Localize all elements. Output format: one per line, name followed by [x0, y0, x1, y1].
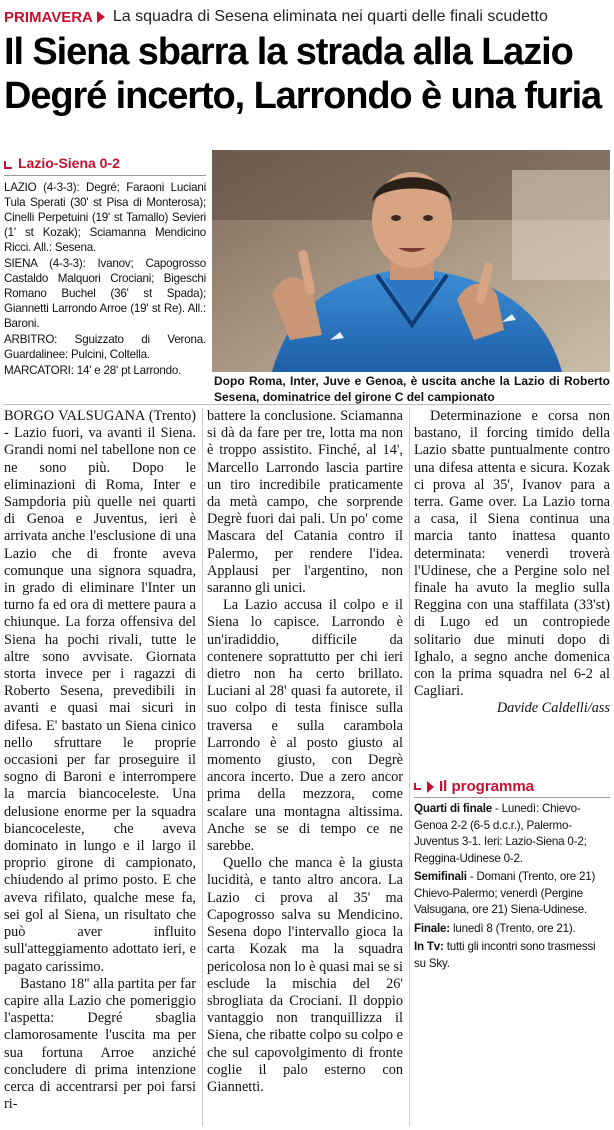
divider	[4, 404, 610, 405]
siena-label: SIENA	[4, 257, 38, 270]
semi-info	[414, 869, 610, 919]
programma-box	[414, 801, 610, 974]
lineups	[4, 180, 206, 378]
lazio-lineup	[4, 180, 206, 255]
siena-players: (4-3-3): Ivanov; Capogrosso Castaldo Malquori Crociani; Bigeschi Romano Buchel (36' st Spada); Giannetti Larrondo Arroe (19' st Re).	[4, 257, 206, 315]
headline	[4, 30, 610, 118]
tv-text: tutti gli incontri sono trasmessi su Sky.	[414, 940, 596, 970]
coach-photo	[212, 150, 610, 372]
quarti-text: - Lunedì: Chievo-Genoa 2-2 (6-5 d.c.r.), Palermo-Juventus 3-1. Ieri: Lazio-Siena 0-2; Reggina-Udinese 0-2.	[414, 802, 587, 865]
section-label: PRIMAVERA	[4, 8, 93, 26]
quarti-info	[414, 801, 610, 867]
article-paragraph: Determinazione e corsa non bastano, il forcing timido della Lazio sbatte puntualmente contro una difesa attenta e sicura. Kozak ci prova al 35', Ivanov para a terra. Game over. La Lazio torna a casa, il Siena continua una marcia tanto inattesa quanto determinata: venerdì troverà l'Udinese, che a Pergine solo nel finale ha avuto la meglio sulla Reggina con una staffilata (33'st) di Lugo ed un contropiede solitario due minuti dopo di Ighalo, a segno anche domenica con la prima squadra nel 6-2 al Cagliari.	[414, 408, 610, 700]
corner-mark-icon	[414, 783, 421, 790]
semi-label: Semifinali	[414, 870, 467, 883]
referee	[4, 332, 206, 362]
kicker	[4, 6, 610, 28]
corner-mark-icon	[4, 161, 12, 169]
siena-coach: All.: Baroni.	[4, 302, 206, 330]
referee-label: ARBITRO:	[4, 333, 58, 346]
match-scorebox	[4, 153, 206, 379]
programma-title	[414, 778, 610, 795]
kicker-subtitle: La squadra di Sesena eliminata nei quarti delle finali scudetto	[112, 8, 548, 25]
match-result: Lazio-Siena 0-2	[18, 155, 120, 171]
column-divider	[202, 408, 203, 1126]
author-signature: Davide Caldelli/ass	[496, 700, 610, 717]
tv-info	[414, 939, 610, 972]
finale-info	[414, 921, 610, 938]
finale-text: lunedì 8 (Trento, ore 21).	[453, 921, 576, 935]
triangle-icon	[97, 11, 105, 23]
scorers	[4, 363, 206, 378]
article-column-1	[4, 408, 196, 1113]
lazio-coach: All.: Sesena.	[33, 241, 97, 254]
article-column-3	[414, 408, 610, 718]
divider	[414, 797, 610, 798]
scorers-text: 14' e 28' pt Larrondo.	[76, 364, 182, 377]
triangle-icon	[427, 781, 434, 793]
scorebox-title	[4, 153, 206, 173]
column-divider	[409, 408, 410, 1126]
article-paragraph: BORGO VALSUGANA (Trento) - Lazio fuori, va avanti il Siena. Grandi nomi nel tabellone non ce ne sono più. Dopo le eliminazioni di Roma, Inter e Sampdoria più quelle nei quarti di Genoa e Juventus, ieri è arrivata anche l'esclusione di una Lazio che di fronte aveva comunque una signora squadra, in grado di eliminare l'Inter un turno fa ed ora di mettere paura a chiunque. La forza offensiva del Siena ha pochi rivali, tutte le altre sono avvisate. Giornata storta invece per i ragazzi di Roberto Sesena, prevedibili in avanti e quasi mai sicuri in difesa. E' bastato un Siena cinico nello sfruttare le proprie occasioni per far proseguire il sogno di Baroni e interrompere la marcia biancoceleste. Una delusione enorme per la squadra biancoceleste, che aveva dominato in lungo e il largo il proprio girone di campionato, chiudendo al primo posto. E che aveva rifilato, qualche mese fa, sei gol al Siena, un risultato che può aver influito sull'atteggiamento adottato ieri, e pagato carissimo.	[4, 408, 196, 975]
article-paragraph: battere la conclusione. Sciamanna si dà da fare per tre, lotta ma non è troppo assistito. Finché, al 14', Marcello Larrondo lascia partire un tiro incredibile praticamente da metà campo, che sorprende Degrè fuori dai pali. Un po' come Mascara del Catania contro il Palermo, per rendere l'idea. Applausi per l'argentino, non saranno gli unici.	[207, 408, 403, 597]
referee-text: Sguizzato di Verona. Guardalinee: Pulcini, Coltella.	[4, 333, 206, 361]
coach-photo-illustration	[212, 150, 610, 372]
programma-heading: Il programma	[439, 778, 535, 795]
lazio-label: LAZIO	[4, 181, 37, 194]
quarti-label: Quarti di finale	[414, 802, 492, 815]
lazio-players: (4-3-3): Degré; Faraoni Luciani Tula Sperati (30' st Pisa di Monterosa); Cinelli Perpetuini (19' st Tamallo) Sevieri (1' st Kozak); Sciamanna Mendicino Ricci.	[4, 181, 206, 254]
siena-lineup	[4, 256, 206, 331]
scorers-label: MARCATORI:	[4, 364, 74, 377]
headline-line-2: Degré incerto, Larrondo è una furia	[4, 75, 602, 117]
semi-text: - Domani (Trento, ore 21) Chievo-Palermo; venerdì (Pergine Valsugana, ore 21) Siena-Udinese.	[414, 870, 596, 916]
divider	[4, 175, 206, 176]
article-paragraph: Quello che manca è la giusta lucidità, e tanto altro ancora. La Lazio ci prova al 35' ma Capogrosso salva su Mendicino. Sesena dopo l'intervallo gioca la carta Kozak ma la squadra pericolosa non lo è quasi mai se si esclude la mischia del 26' sbrogliata da Crociani. Il doppio vantaggio non tranquillizza il Siena, che ribatte colpo su colpo e che sul capovolgimento di fronte coglie il palo esterno con Giannetti.	[207, 855, 403, 1095]
article-paragraph: La Lazio accusa il colpo e il Siena lo capisce. Larrondo è un'iradiddio, difficile da contenere soprattutto per chi ieri dietro non ha certo brillato. Luciani al 28' quasi fa autorete, il suo colpo di testa finisce sulla traversa e sulla carambola Larrondo è al posto giusto al momento giusto, con Degrè ancora incerto. Due a zero ancor prima della mezzora, come scalare una montagna altissima. Anche se se di tempo ce ne sarebbe.	[207, 597, 403, 855]
finale-label: Finale:	[414, 921, 450, 935]
photo-caption: Dopo Roma, Inter, Juve e Genoa, è uscita anche la Lazio di Roberto Sesena, dominatrice del girone C del campionato	[214, 374, 610, 404]
headline-line-1: Il Siena sbarra la strada alla Lazio	[4, 31, 573, 73]
tv-label: In Tv:	[414, 940, 444, 953]
article-paragraph: Bastano 18'' alla partita per far capire alla Lazio che pomeriggio l'aspetta: Degré sbaglia clamorosamente l'uscita ma per sua fortuna Arroe anziché concludere di prima intenzione cerca di accentrarsi per poi farsi ri-	[4, 975, 196, 1113]
article-column-2	[207, 408, 403, 1096]
